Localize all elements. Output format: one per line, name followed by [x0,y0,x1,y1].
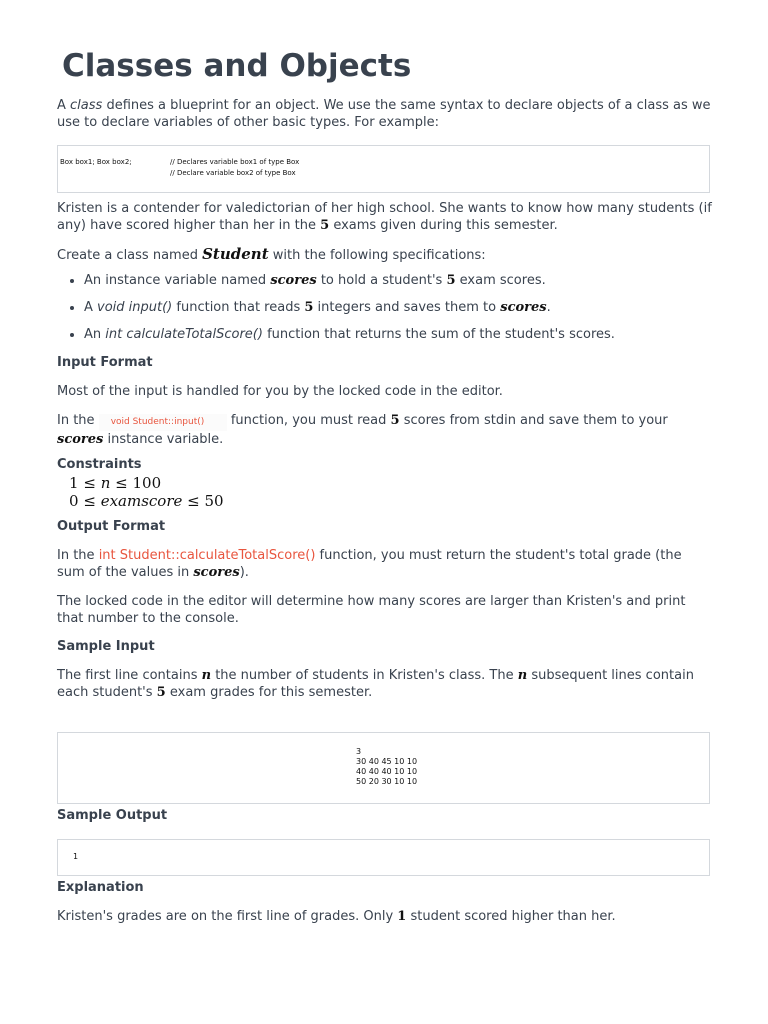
var-n: n [517,668,528,683]
spec-text: An instance variable named [84,273,267,288]
output-text: ). [239,565,249,580]
sample-input-description [57,667,712,701]
output-format-line1 [57,547,712,581]
spec-text: . [546,300,551,315]
class-name: Student [202,245,269,263]
sample-output-value: 1 [73,852,79,861]
spec-emphasis: int calculateTotalScore() [105,327,263,342]
constraint-part: ≤ [83,474,96,492]
spec-list [57,272,724,353]
inline-code-input: void Student::input() [99,414,227,431]
spec-text: integers and saves them to [317,300,497,315]
constraint-part: 50 [204,492,224,510]
story-paragraph [57,200,712,234]
spec-text: to hold a student's [320,273,443,288]
code-comment-2: // Declare variable box2 of type Box [170,169,296,177]
constraint-part: ≤ [115,474,128,492]
spec-text: function that reads [172,300,301,315]
constraint-part: ≤ [83,492,96,510]
create-paragraph [57,246,712,264]
spec-text: A [84,300,98,315]
code-declaration: Box box1; Box box2; [60,158,132,166]
spec-text: function that returns the sum of the student's scores. [262,327,615,342]
var-n: n [201,668,212,683]
explanation-text [57,908,712,925]
sample-text: subsequent lines contain each student's [57,668,694,700]
sample-text: exam grades for this semester. [169,685,373,700]
story-number: 5 [320,218,330,233]
input-text: scores from stdin and save them to your [403,413,668,428]
input-text: instance variable. [107,432,224,447]
sample-output-box [57,839,710,876]
constraint-part: 100 [132,474,162,492]
spec-text: exam scores. [459,273,546,288]
constraint-part: 0 [69,492,79,510]
var-scores: scores [57,432,104,447]
constraint-examscore [69,492,224,510]
spec-item [84,272,724,289]
constraint-var: examscore [100,492,183,510]
input-format-line1: Most of the input is handled for you by the locked code in the editor. [57,384,503,399]
var-scores: scores [270,273,317,288]
var-scores: scores [500,300,547,315]
math-number: 1 [397,909,407,924]
spec-item [84,326,724,343]
intro-paragraph [57,97,712,131]
explanation-part: student scored higher than her. [410,909,616,924]
sample-text: The first line contains [57,668,198,683]
math-number: 5 [446,273,456,288]
math-number: 5 [156,685,166,700]
create-text-rest: with the following specifications: [272,248,486,263]
sample-input-line: 40 40 40 10 10 [356,767,418,776]
explanation-part: Kristen's grades are on the first line of grades. Only [57,909,394,924]
output-format-heading: Output Format [57,519,166,534]
sample-input-line: 50 20 30 10 10 [356,777,418,786]
page-title: Classes and Objects [62,48,412,84]
sample-text: the number of students in Kristen's class. The [215,668,514,683]
spec-emphasis: void input() [97,300,173,315]
story-text-rest: exams given during this semester. [333,218,558,233]
input-format-line2 [57,412,712,448]
explanation-heading: Explanation [57,880,144,895]
sample-input-lines [356,747,417,787]
story-text: Kristen is a contender for valedictorian of her high school. She wants to know how many students (if any) have scored higher than her in the [57,201,712,233]
input-text: function, you must read [230,413,387,428]
output-text: In the [57,548,95,563]
constraint-n [69,474,161,492]
constraints-heading: Constraints [57,457,142,472]
intro-text: A [57,98,71,113]
spec-item [84,299,724,316]
create-text: Create a class named [57,248,198,263]
constraint-part: 1 [69,474,79,492]
code-example-box [57,145,710,193]
constraint-part: ≤ [187,492,200,510]
spec-text: An [84,327,106,342]
var-scores: scores [193,565,240,580]
input-text: In the [57,413,95,428]
sample-input-heading: Sample Input [57,639,155,654]
constraint-var: n [100,474,111,492]
math-number: 5 [390,413,400,428]
output-text: function, you must return the student's total grade (the sum of the values in [57,548,682,580]
intro-emphasis: class [70,98,103,113]
inline-code-total: int Student::calculateTotalScore() [98,548,316,563]
input-format-heading: Input Format [57,355,153,370]
sample-input-line: 30 40 45 10 10 [356,757,418,766]
math-number: 5 [304,300,314,315]
output-format-line2: The locked code in the editor will determine how many scores are larger than Kristen's and print that number to the console. [57,594,686,626]
sample-input-line: 3 [356,747,362,756]
sample-output-heading: Sample Output [57,808,168,823]
intro-text-rest: defines a blueprint for an object. We use the same syntax to declare objects of a class as we use to declare variables of other basic types. For example: [57,98,711,130]
code-comment-1: // Declares variable box1 of type Box [170,158,300,166]
